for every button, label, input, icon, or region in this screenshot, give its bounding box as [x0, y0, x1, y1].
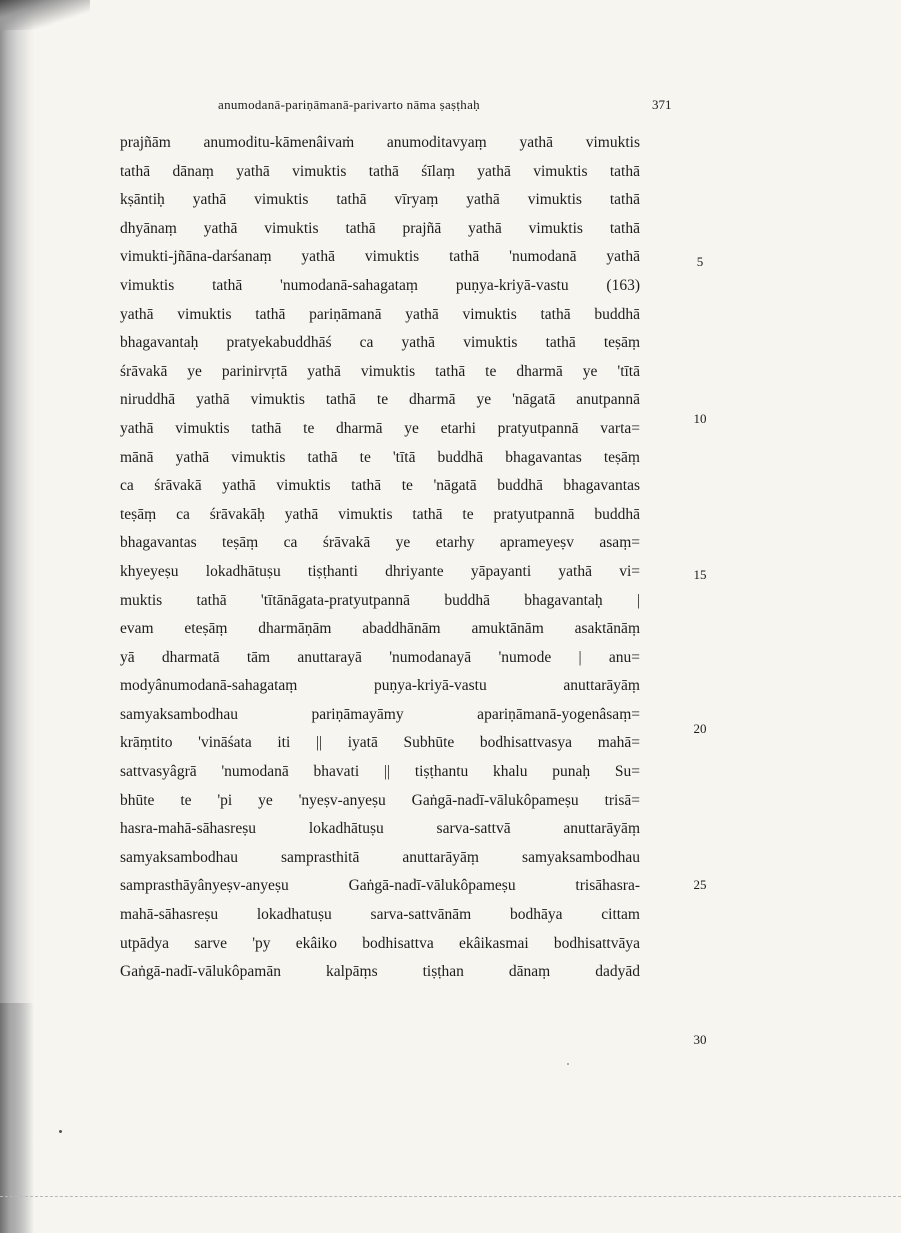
text-line: kṣāntiḥ yathā vimuktis tathā vīryaṃ yathā vimuktis tathā: [120, 191, 640, 209]
text-line: teṣāṃ ca śrāvakāḥ yathā vimuktis tathā te pratyutpannā buddhā: [120, 505, 640, 523]
line-number-marker: 25: [693, 877, 707, 892]
text-line: mahā-sāhasreṣu lokadhatuṣu sarva-sattvānām bodhāya cittam: [120, 906, 640, 924]
scan-corner-shadow: [0, 0, 90, 30]
text-line: evam eteṣāṃ dharmāṇām abaddhānām amuktānām asaktānāṃ: [120, 620, 640, 638]
text-line: bhūte te 'pi ye 'nyeṣv-anyeṣu Gaṅgā-nadī-vālukôpameṣu trisā=: [120, 791, 640, 809]
text-line: dhyānaṃ yathā vimuktis tathā prajñā yathā vimuktis tathā: [120, 219, 640, 237]
text-line: niruddhā yathā vimuktis tathā te dharmā ye 'nāgatā anutpannā: [120, 391, 640, 409]
text-line: Gaṅgā-nadī-vālukôpamān kalpāṃs tiṣṭhan dānaṃ dadyād: [120, 963, 640, 981]
text-line: hasra-mahā-sāhasreṣu lokadhātuṣu sarva-sattvā anuttarāyāṃ: [120, 820, 640, 838]
body-text: [120, 129, 640, 987]
page-bottom-edge: [0, 1196, 901, 1199]
text-line: samprasthāyânyeṣv-anyeṣu Gaṅgā-nadī-vālukôpameṣu trisāhasra-: [120, 877, 640, 895]
text-line: ca śrāvakā yathā vimuktis tathā te 'nāgatā buddhā bhagavantas: [120, 477, 640, 495]
text-line: vimukti-jñāna-darśanaṃ yathā vimuktis tathā 'numodanā yathā: [120, 248, 640, 266]
text-line: krāṃtito 'vināśata iti || iyatā Subhūte bodhisattvasya mahā=: [120, 734, 640, 752]
text-line: muktis tathā 'tītānāgata-pratyutpannā buddhā bhagavantaḥ |: [120, 591, 640, 609]
line-number-marker: 30: [693, 1032, 707, 1047]
text-line: utpādya sarve 'py ekâiko bodhisattva ekâikasmai bodhisattvāya: [120, 934, 640, 952]
text-line: mānā yathā vimuktis tathā te 'tītā buddhā bhagavantas teṣāṃ: [120, 448, 640, 466]
line-number-marker: 20: [693, 721, 707, 736]
line-number-marker: 15: [693, 567, 707, 582]
text-line: sattvasyâgrā 'numodanā bhavati || tiṣṭhantu khalu punaḥ Su=: [120, 763, 640, 781]
scan-speck: [59, 1130, 62, 1133]
text-line: vimuktis tathā 'numodanā-sahagataṃ puṇya-kriyā-vastu (163): [120, 276, 640, 294]
text-line: tathā dānaṃ yathā vimuktis tathā śīlaṃ yathā vimuktis tathā: [120, 162, 640, 180]
line-number-marker: 5: [696, 254, 704, 269]
line-number-marker: 10: [693, 411, 707, 426]
page-number: 371: [652, 97, 672, 112]
text-line: yathā vimuktis tathā pariṇāmanā yathā vimuktis tathā buddhā: [120, 305, 640, 323]
text-line: yā dharmatā tām anuttarayā 'numodanayā 'numode | anu=: [120, 648, 640, 666]
text-line: samyaksambodhau samprasthitā anuttarāyāṃ samyaksambodhau: [120, 848, 640, 866]
text-line: bhagavantas teṣāṃ ca śrāvakā ye etarhy aprameyeṣv asaṃ=: [120, 534, 640, 552]
text-line: modyânumodanā-sahagataṃ puṇya-kriyā-vastu anuttarāyāṃ: [120, 677, 640, 695]
text-line: samyaksambodhau pariṇāmayāmy apariṇāmanā-yogenâsaṃ=: [120, 705, 640, 723]
text-line: bhagavantaḥ pratyekabuddhāś ca yathā vimuktis tathā teṣāṃ: [120, 334, 640, 352]
running-head: anumodanā-pariṇāmanā-parivarto nāma ṣaṣṭhaḥ: [218, 97, 480, 112]
scan-speck: [567, 1063, 569, 1065]
text-line: khyeyeṣu lokadhātuṣu tiṣṭhanti dhriyante yāpayanti yathā vi=: [120, 562, 640, 580]
text-line: śrāvakā ye parinirvṛtā yathā vimuktis tathā te dharmā ye 'tītā: [120, 362, 640, 380]
text-line: prajñām anumoditu-kāmenâivaṁ anumoditavyaṃ yathā vimuktis: [120, 134, 640, 151]
text-line: yathā vimuktis tathā te dharmā ye etarhi pratyutpannā varta=: [120, 419, 640, 437]
